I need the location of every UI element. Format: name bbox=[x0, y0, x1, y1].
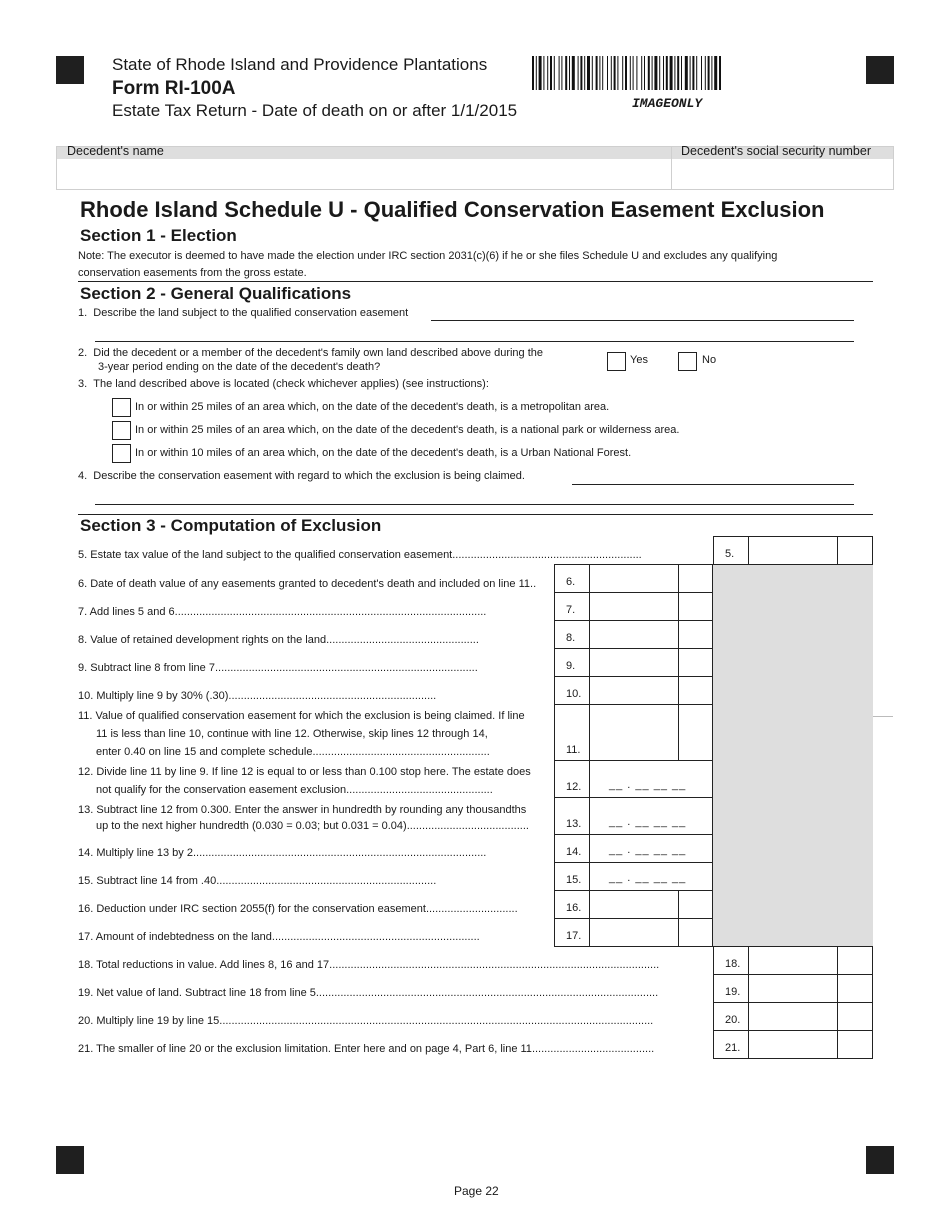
line-16-number: 16. bbox=[566, 902, 582, 914]
line-17-number: 17. bbox=[566, 930, 582, 942]
decedent-info-box bbox=[56, 146, 894, 190]
line-13-number: 13. bbox=[566, 818, 582, 830]
registration-mark bbox=[866, 56, 894, 84]
q2-yes-checkbox[interactable] bbox=[607, 352, 626, 371]
state-name: State of Rhode Island and Providence Plantations bbox=[112, 55, 488, 74]
q1-answer-line-2[interactable] bbox=[95, 341, 854, 342]
line-16-cents-field[interactable] bbox=[678, 890, 713, 919]
line-14-decimal-field[interactable] bbox=[589, 834, 713, 863]
line-20-label: 20. Multiply line 19 by line 15.............................................................................................................................................. bbox=[78, 1015, 654, 1027]
q3-label: 3. The land described above is located (check whichever applies) (see instructions): bbox=[78, 378, 489, 390]
q2-yes-label: Yes bbox=[630, 354, 648, 366]
q2-no-checkbox[interactable] bbox=[678, 352, 697, 371]
line-16-amount-field[interactable] bbox=[589, 890, 679, 919]
q4-answer-line[interactable] bbox=[572, 484, 854, 485]
section2-heading: Section 2 - General Qualifications bbox=[80, 284, 352, 303]
line-17-cents-field[interactable] bbox=[678, 918, 713, 947]
line-7-label: 7. Add lines 5 and 6...................................................................................................... bbox=[78, 606, 487, 618]
line-19-label: 19. Net value of land. Subtract line 18 from line 5................................................................................................................ bbox=[78, 987, 659, 999]
line-12-decimal-field[interactable] bbox=[589, 760, 713, 798]
decedent-name-field[interactable] bbox=[59, 161, 667, 187]
line-13-label: 13. Subtract line 12 from 0.300. Enter the answer in hundredth by rounding any thousandths bbox=[78, 804, 527, 816]
line-17-amount-field[interactable] bbox=[589, 918, 679, 947]
line-18-cents-field[interactable] bbox=[837, 946, 873, 975]
q3-park-checkbox[interactable] bbox=[112, 421, 131, 440]
line-11-label-cont: 11 is less than line 10, continue with line 12. Otherwise, skip lines 12 through 14, bbox=[96, 728, 488, 740]
line-14-number: 14. bbox=[566, 846, 582, 858]
line-8-number: 8. bbox=[566, 632, 576, 644]
line-9-label: 9. Subtract line 8 from line 7...................................................................................... bbox=[78, 662, 478, 674]
decimal-placeholder: __ . __ __ __ bbox=[609, 844, 687, 856]
line-12-label-cont: not qualify for the conservation easement exclusion................................................ bbox=[96, 784, 493, 796]
line-20-number: 20. bbox=[725, 1014, 741, 1026]
section1-note: Note: The executor is deemed to have made the election under IRC section 2031(c)(6) if he or she files Schedule U and excludes any qualifying bbox=[78, 250, 778, 262]
line-12-number: 12. bbox=[566, 781, 582, 793]
line-9-amount-field[interactable] bbox=[589, 648, 679, 677]
line-8-cents-field[interactable] bbox=[678, 620, 713, 649]
line-19-cents-field[interactable] bbox=[837, 974, 873, 1003]
shaded-area bbox=[713, 564, 873, 946]
line-9-number: 9. bbox=[566, 660, 576, 672]
section1-heading: Section 1 - Election bbox=[80, 226, 237, 245]
line-21-amount-field[interactable] bbox=[748, 1030, 838, 1059]
registration-mark bbox=[56, 1146, 84, 1174]
q3-metro-checkbox[interactable] bbox=[112, 398, 131, 417]
line-12-label: 12. Divide line 11 by line 9. If line 12 is equal to or less than 0.100 stop here. The estate does bbox=[78, 766, 531, 778]
q4-label: 4. Describe the conservation easement with regard to which the exclusion is being claimed. bbox=[78, 470, 525, 482]
line-11-amount-field[interactable] bbox=[589, 704, 679, 761]
line-9-cents-field[interactable] bbox=[678, 648, 713, 677]
line-15-number: 15. bbox=[566, 874, 582, 886]
line-8-label: 8. Value of retained development rights on the land.................................................. bbox=[78, 634, 479, 646]
q3-option-metro: In or within 25 miles of an area which, on the date of the decedent's death, is a metropolitan area. bbox=[135, 401, 610, 413]
decimal-placeholder: __ . __ __ __ bbox=[609, 816, 687, 828]
line-16-label: 16. Deduction under IRC section 2055(f) for the conservation easement.............................. bbox=[78, 903, 518, 915]
barcode bbox=[532, 56, 816, 90]
line-6-label: 6. Date of death value of any easements granted to decedent's death and included on line 11.. bbox=[78, 578, 537, 590]
q2-label-cont: 3-year period ending on the date of the decedent's death? bbox=[98, 361, 381, 373]
section1-note-cont: conservation easements from the gross estate. bbox=[78, 267, 307, 279]
line-21-cents-field[interactable] bbox=[837, 1030, 873, 1059]
line-11-cents-field[interactable] bbox=[678, 704, 713, 761]
line-11-number: 11. bbox=[566, 744, 581, 756]
line-18-label: 18. Total reductions in value. Add lines 8, 16 and 17............................................................................................................ bbox=[78, 959, 660, 971]
line-19-amount-field[interactable] bbox=[748, 974, 838, 1003]
q3-option-park: In or within 25 miles of an area which, on the date of the decedent's death, is a national park or wilderness area. bbox=[135, 424, 680, 436]
line-7-number: 7. bbox=[566, 604, 576, 616]
decimal-placeholder: __ . __ __ __ bbox=[609, 779, 687, 791]
line-20-amount-field[interactable] bbox=[748, 1002, 838, 1031]
decedent-name-label: Decedent's name bbox=[67, 144, 164, 158]
line-7-cents-field[interactable] bbox=[678, 592, 713, 621]
decimal-placeholder: __ . __ __ __ bbox=[609, 872, 687, 884]
line-13-label-cont: up to the next higher hundredth (0.030 = 0.03; but 0.031 = 0.04)........................................ bbox=[96, 820, 529, 832]
line-13-decimal-field[interactable] bbox=[589, 797, 713, 835]
line-18-number: 18. bbox=[725, 958, 741, 970]
decedent-ssn-field[interactable] bbox=[675, 161, 891, 187]
line-17-label: 17. Amount of indebtedness on the land.................................................................... bbox=[78, 931, 480, 943]
q1-label: 1. Describe the land subject to the qualified conservation easement bbox=[78, 307, 409, 319]
line-5-label: 5. Estate tax value of the land subject to the qualified conservation easement.............................................................. bbox=[78, 549, 642, 561]
line-19-number: 19. bbox=[725, 986, 741, 998]
line-11-label: 11. Value of qualified conservation easement for which the exclusion is being claimed. If line bbox=[78, 710, 525, 722]
line-10-label: 10. Multiply line 9 by 30% (.30).................................................................... bbox=[78, 690, 437, 702]
line-18-amount-field[interactable] bbox=[748, 946, 838, 975]
form-number: Form RI-100A bbox=[112, 78, 236, 99]
registration-mark bbox=[866, 1146, 894, 1174]
form-subtitle: Estate Tax Return - Date of death on or after 1/1/2015 bbox=[112, 101, 518, 120]
line-5-cents-field[interactable] bbox=[837, 536, 873, 565]
q3-option-forest: In or within 10 miles of an area which, on the date of the decedent's death, is a Urban National Forest. bbox=[135, 447, 632, 459]
imageonly-label: IMAGEONLY bbox=[632, 96, 703, 111]
line-10-number: 10. bbox=[566, 688, 582, 700]
line-10-amount-field[interactable] bbox=[589, 676, 679, 705]
line-20-cents-field[interactable] bbox=[837, 1002, 873, 1031]
schedule-title: Rhode Island Schedule U - Qualified Conservation Easement Exclusion bbox=[80, 197, 825, 222]
q2-label: 2. Did the decedent or a member of the decedent's family own land described above during the bbox=[78, 347, 544, 359]
line-15-decimal-field[interactable] bbox=[589, 862, 713, 891]
line-11-label-cont2: enter 0.40 on line 15 and complete schedule.......................................................... bbox=[96, 746, 490, 758]
line-21-number: 21. bbox=[725, 1042, 741, 1054]
edge-tick bbox=[873, 716, 893, 717]
line-21-label: 21. The smaller of line 20 or the exclusion limitation. Enter here and on page 4, Part 6, line 11........................................ bbox=[78, 1043, 655, 1055]
q1-answer-line[interactable] bbox=[431, 320, 854, 321]
decedent-ssn-label: Decedent's social security number bbox=[681, 144, 871, 158]
registration-mark bbox=[56, 56, 84, 84]
line-6-number: 6. bbox=[566, 576, 576, 588]
line-5-amount-field[interactable] bbox=[748, 536, 838, 565]
section3-heading: Section 3 - Computation of Exclusion bbox=[80, 516, 382, 535]
line-15-label: 15. Subtract line 14 from .40........................................................................ bbox=[78, 875, 437, 887]
q3-forest-checkbox[interactable] bbox=[112, 444, 131, 463]
line-8-amount-field[interactable] bbox=[589, 620, 679, 649]
line-10-cents-field[interactable] bbox=[678, 676, 713, 705]
q4-answer-line-2[interactable] bbox=[95, 504, 854, 505]
page-number: Page 22 bbox=[454, 1184, 499, 1198]
line-5-number: 5. bbox=[725, 548, 735, 560]
line-14-label: 14. Multiply line 13 by 2................................................................................................ bbox=[78, 847, 487, 859]
q2-no-label: No bbox=[702, 354, 717, 366]
line-6-amount-field[interactable] bbox=[589, 564, 679, 593]
line-6-cents-field[interactable] bbox=[678, 564, 713, 593]
line-7-amount-field[interactable] bbox=[589, 592, 679, 621]
